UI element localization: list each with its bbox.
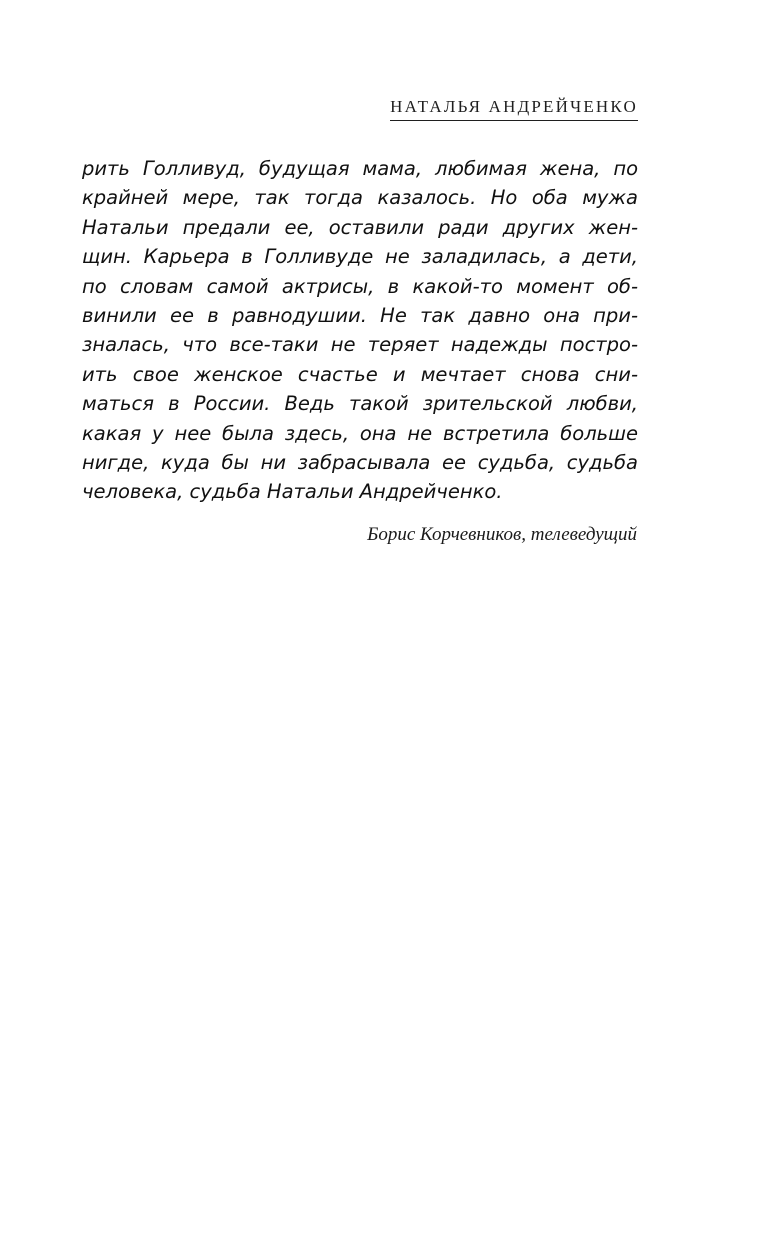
text-line: Натальи предали ее, оставили ради других жен- (82, 215, 638, 239)
running-header: НАТАЛЬЯ АНДРЕЙЧЕНКО (390, 97, 638, 121)
text-line: ить свое женское счастье и мечтает снова сни- (82, 362, 638, 386)
text-line: маться в России. Ведь такой зрительской любви, (82, 392, 638, 416)
text-line: винили ее в равнодушии. Не так давно она при- (82, 304, 638, 328)
text-line: крайней мере, так тогда казалось. Но оба мужа (82, 186, 638, 210)
attribution: Борис Корчевников, телеведущий (367, 524, 637, 545)
text-line: по словам самой актрисы, в какой-то момент об- (82, 274, 638, 298)
text-line: человека, судьба Натальи Андрейченко. (82, 480, 503, 504)
text-line: рить Голливуд, будущая мама, любимая жена, по (82, 157, 638, 180)
body-paragraph (82, 154, 638, 507)
text-line: зналась, что все-таки не теряет надежды постро- (82, 333, 638, 357)
text-line: щин. Карьера в Голливуде не заладилась, а дети, (82, 245, 638, 269)
text-line: нигде, куда бы ни забрасывала ее судьба, судьба (82, 451, 638, 475)
text-line: какая у нее была здесь, она не встретила больше (82, 421, 638, 445)
